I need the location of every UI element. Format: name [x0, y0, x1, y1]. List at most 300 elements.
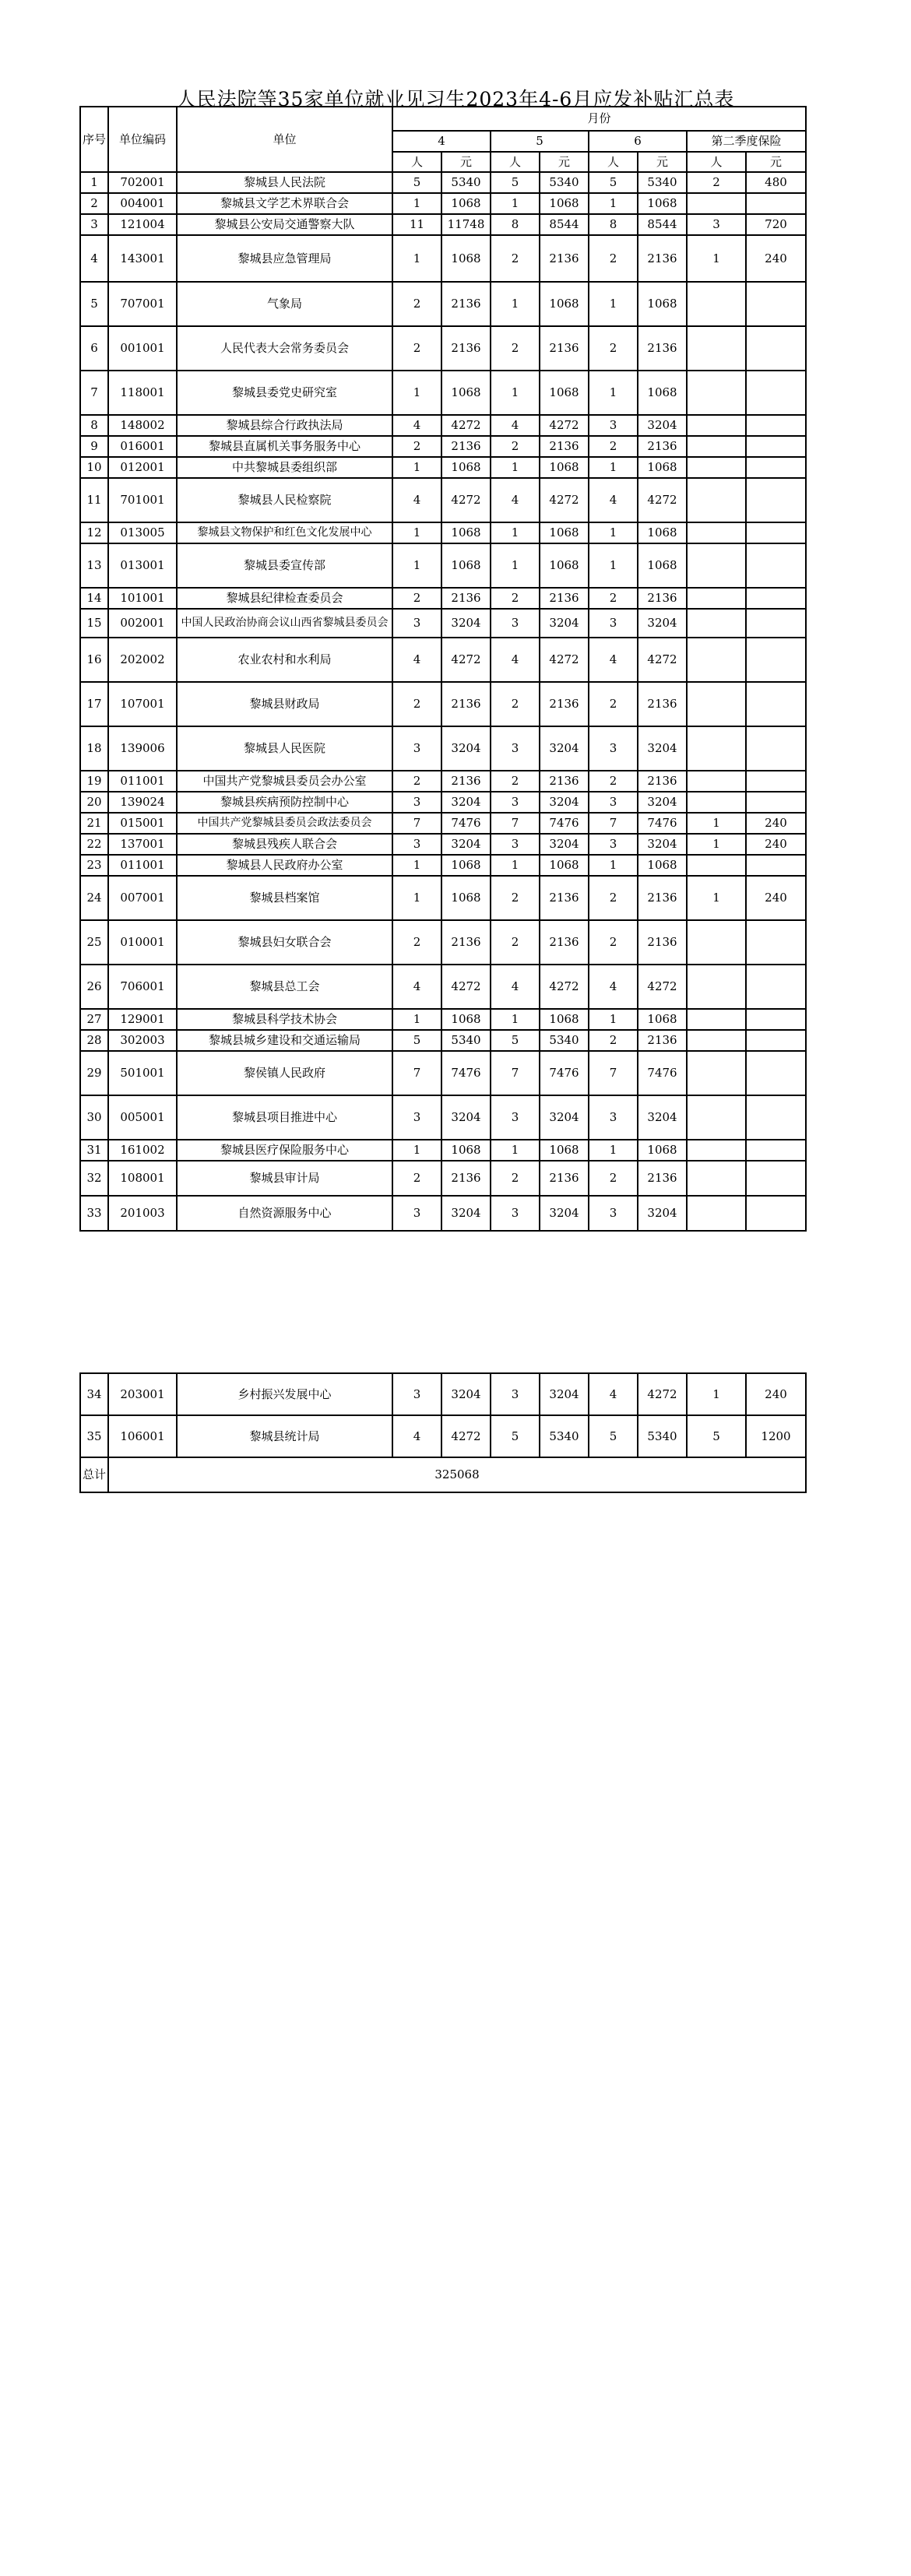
- april-persons: 1: [392, 876, 441, 920]
- row-seq: 23: [80, 855, 108, 876]
- april-persons: 1: [392, 855, 441, 876]
- header-person: 人: [491, 152, 540, 172]
- unit-name: 黎城县残疾人联合会: [177, 834, 392, 855]
- insurance-persons: [687, 457, 746, 478]
- june-persons: 1: [589, 1140, 638, 1161]
- insurance-amount: [746, 522, 806, 543]
- insurance-persons: [687, 1196, 746, 1231]
- unit-code: 108001: [108, 1161, 177, 1196]
- table-row: [80, 172, 806, 193]
- june-amount: 8544: [638, 214, 687, 235]
- unit-code: 016001: [108, 436, 177, 457]
- insurance-persons: [687, 478, 746, 522]
- row-seq: 32: [80, 1161, 108, 1196]
- april-persons: 2: [392, 771, 441, 792]
- april-amount: 1068: [441, 193, 491, 214]
- table-row: [80, 1161, 806, 1196]
- table-row: [80, 1373, 806, 1415]
- unit-name: 中国共产党黎城县委员会办公室: [177, 771, 392, 792]
- insurance-amount: [746, 920, 806, 965]
- june-amount: 3204: [638, 792, 687, 813]
- may-persons: 5: [491, 1030, 540, 1051]
- may-amount: 2136: [540, 1161, 589, 1196]
- insurance-amount: [746, 1051, 806, 1095]
- may-persons: 1: [491, 193, 540, 214]
- row-seq: 13: [80, 543, 108, 588]
- june-amount: 2136: [638, 326, 687, 371]
- april-amount: 4272: [441, 1415, 491, 1457]
- unit-code: 012001: [108, 457, 177, 478]
- june-persons: 1: [589, 543, 638, 588]
- june-amount: 3204: [638, 609, 687, 638]
- june-amount: 2136: [638, 235, 687, 282]
- table-row: [80, 235, 806, 282]
- unit-code: 013005: [108, 522, 177, 543]
- may-amount: 2136: [540, 682, 589, 726]
- april-amount: 3204: [441, 834, 491, 855]
- unit-code: 139024: [108, 792, 177, 813]
- unit-code: 011001: [108, 855, 177, 876]
- table-row: [80, 371, 806, 415]
- april-amount: 3204: [441, 726, 491, 771]
- insurance-amount: [746, 282, 806, 326]
- may-persons: 1: [491, 543, 540, 588]
- unit-name: 黎侯镇人民政府: [177, 1051, 392, 1095]
- unit-code: 201003: [108, 1196, 177, 1231]
- table-row: [80, 193, 806, 214]
- unit-name: 黎城县公安局交通警察大队: [177, 214, 392, 235]
- header-month-group: 月份: [392, 107, 806, 131]
- row-seq: 31: [80, 1140, 108, 1161]
- header-person: 人: [589, 152, 638, 172]
- row-seq: 25: [80, 920, 108, 965]
- table-row: [80, 1415, 806, 1457]
- april-persons: 3: [392, 609, 441, 638]
- june-persons: 1: [589, 855, 638, 876]
- insurance-amount: [746, 457, 806, 478]
- april-persons: 1: [392, 371, 441, 415]
- june-amount: 2136: [638, 876, 687, 920]
- unit-code: 001001: [108, 326, 177, 371]
- june-persons: 3: [589, 415, 638, 436]
- table-row: [80, 415, 806, 436]
- june-persons: 2: [589, 326, 638, 371]
- may-persons: 3: [491, 726, 540, 771]
- may-amount: 5340: [540, 1030, 589, 1051]
- unit-name: 黎城县统计局: [177, 1415, 392, 1457]
- unit-name: 黎城县人民医院: [177, 726, 392, 771]
- june-amount: 2136: [638, 920, 687, 965]
- table-row: [80, 214, 806, 235]
- june-amount: 2136: [638, 436, 687, 457]
- may-amount: 2136: [540, 920, 589, 965]
- row-seq: 11: [80, 478, 108, 522]
- april-amount: 7476: [441, 1051, 491, 1095]
- april-persons: 3: [392, 792, 441, 813]
- table-row: [80, 876, 806, 920]
- april-persons: 2: [392, 282, 441, 326]
- june-amount: 5340: [638, 172, 687, 193]
- april-amount: 2136: [441, 682, 491, 726]
- insurance-persons: [687, 1030, 746, 1051]
- insurance-amount: 240: [746, 813, 806, 834]
- may-amount: 2136: [540, 771, 589, 792]
- june-persons: 3: [589, 1196, 638, 1231]
- may-amount: 7476: [540, 813, 589, 834]
- april-amount: 1068: [441, 876, 491, 920]
- unit-code: 005001: [108, 1095, 177, 1140]
- unit-name: 中共黎城县委组织部: [177, 457, 392, 478]
- may-amount: 3204: [540, 1196, 589, 1231]
- april-amount: 5340: [441, 1030, 491, 1051]
- may-amount: 1068: [540, 371, 589, 415]
- insurance-amount: [746, 543, 806, 588]
- table-row: [80, 1095, 806, 1140]
- table-row: [80, 436, 806, 457]
- unit-name: 黎城县文物保护和红色文化发展中心: [177, 522, 392, 543]
- insurance-persons: 1: [687, 876, 746, 920]
- april-persons: 1: [392, 193, 441, 214]
- may-persons: 4: [491, 965, 540, 1009]
- insurance-amount: [746, 965, 806, 1009]
- june-amount: 1068: [638, 543, 687, 588]
- april-persons: 4: [392, 638, 441, 682]
- april-persons: 5: [392, 1030, 441, 1051]
- april-amount: 2136: [441, 1161, 491, 1196]
- unit-name: 黎城县项目推进中心: [177, 1095, 392, 1140]
- june-persons: 7: [589, 1051, 638, 1095]
- may-amount: 4272: [540, 638, 589, 682]
- april-amount: 1068: [441, 522, 491, 543]
- june-amount: 2136: [638, 771, 687, 792]
- unit-name: 黎城县委党史研究室: [177, 371, 392, 415]
- insurance-persons: [687, 726, 746, 771]
- insurance-persons: [687, 855, 746, 876]
- row-seq: 3: [80, 214, 108, 235]
- header-month-6: 6: [589, 131, 687, 152]
- may-persons: 7: [491, 1051, 540, 1095]
- may-persons: 3: [491, 834, 540, 855]
- insurance-amount: [746, 638, 806, 682]
- row-seq: 6: [80, 326, 108, 371]
- header-yuan: 元: [638, 152, 687, 172]
- insurance-amount: [746, 726, 806, 771]
- header-yuan: 元: [540, 152, 589, 172]
- may-amount: 3204: [540, 726, 589, 771]
- april-persons: 11: [392, 214, 441, 235]
- april-amount: 7476: [441, 813, 491, 834]
- insurance-persons: 5: [687, 1415, 746, 1457]
- april-persons: 7: [392, 1051, 441, 1095]
- unit-name: 黎城县档案馆: [177, 876, 392, 920]
- table-row: [80, 588, 806, 609]
- unit-code: 143001: [108, 235, 177, 282]
- insurance-amount: [746, 415, 806, 436]
- header-unit: 单位: [177, 107, 392, 172]
- insurance-amount: 240: [746, 1373, 806, 1415]
- insurance-persons: [687, 609, 746, 638]
- unit-name: 黎城县文学艺术界联合会: [177, 193, 392, 214]
- june-persons: 1: [589, 457, 638, 478]
- may-amount: 4272: [540, 478, 589, 522]
- june-amount: 1068: [638, 855, 687, 876]
- unit-name: 气象局: [177, 282, 392, 326]
- june-persons: 3: [589, 792, 638, 813]
- unit-name: 黎城县综合行政执法局: [177, 415, 392, 436]
- header-row: [80, 107, 806, 131]
- unit-name: 人民代表大会常务委员会: [177, 326, 392, 371]
- june-amount: 7476: [638, 1051, 687, 1095]
- june-persons: 2: [589, 436, 638, 457]
- april-persons: 3: [392, 834, 441, 855]
- may-persons: 1: [491, 522, 540, 543]
- insurance-amount: [746, 792, 806, 813]
- may-amount: 3204: [540, 609, 589, 638]
- page-title: 人民法院等35家单位就业见习生2023年4-6月应发补贴汇总表: [176, 88, 735, 111]
- table-row: [80, 609, 806, 638]
- row-seq: 5: [80, 282, 108, 326]
- april-persons: 2: [392, 326, 441, 371]
- unit-name: 黎城县医疗保险服务中心: [177, 1140, 392, 1161]
- june-persons: 3: [589, 726, 638, 771]
- unit-code: 202002: [108, 638, 177, 682]
- june-amount: 1068: [638, 282, 687, 326]
- unit-code: 121004: [108, 214, 177, 235]
- june-persons: 1: [589, 1009, 638, 1030]
- insurance-amount: [746, 1161, 806, 1196]
- row-seq: 12: [80, 522, 108, 543]
- april-persons: 3: [392, 1095, 441, 1140]
- april-amount: 1068: [441, 543, 491, 588]
- may-persons: 4: [491, 478, 540, 522]
- total-row: [80, 1457, 806, 1492]
- unit-name: 黎城县直属机关事务服务中心: [177, 436, 392, 457]
- june-persons: 2: [589, 920, 638, 965]
- row-seq: 14: [80, 588, 108, 609]
- april-amount: 5340: [441, 172, 491, 193]
- table-row: [80, 1009, 806, 1030]
- row-seq: 33: [80, 1196, 108, 1231]
- total-label: 总计: [80, 1457, 108, 1492]
- table-row: [80, 792, 806, 813]
- insurance-persons: [687, 282, 746, 326]
- april-amount: 1068: [441, 371, 491, 415]
- insurance-persons: 2: [687, 172, 746, 193]
- april-amount: 4272: [441, 478, 491, 522]
- row-seq: 28: [80, 1030, 108, 1051]
- insurance-persons: [687, 1009, 746, 1030]
- unit-code: 501001: [108, 1051, 177, 1095]
- may-persons: 1: [491, 457, 540, 478]
- may-amount: 5340: [540, 1415, 589, 1457]
- unit-name: 黎城县审计局: [177, 1161, 392, 1196]
- insurance-amount: [746, 193, 806, 214]
- table-row: [80, 1051, 806, 1095]
- insurance-amount: [746, 1196, 806, 1231]
- unit-name: 中国人民政治协商会议山西省黎城县委员会: [177, 609, 392, 638]
- insurance-amount: 480: [746, 172, 806, 193]
- insurance-persons: 3: [687, 214, 746, 235]
- unit-code: 129001: [108, 1009, 177, 1030]
- unit-name: 乡村振兴发展中心: [177, 1373, 392, 1415]
- may-amount: 3204: [540, 834, 589, 855]
- may-persons: 1: [491, 1140, 540, 1161]
- unit-name: 黎城县科学技术协会: [177, 1009, 392, 1030]
- june-persons: 8: [589, 214, 638, 235]
- table-row: [80, 1030, 806, 1051]
- header-month-5: 5: [491, 131, 589, 152]
- unit-code: 137001: [108, 834, 177, 855]
- insurance-persons: [687, 522, 746, 543]
- insurance-persons: [687, 792, 746, 813]
- row-seq: 26: [80, 965, 108, 1009]
- row-seq: 17: [80, 682, 108, 726]
- table-row: [80, 965, 806, 1009]
- unit-code: 302003: [108, 1030, 177, 1051]
- unit-code: 007001: [108, 876, 177, 920]
- june-persons: 1: [589, 282, 638, 326]
- unit-name: 黎城县妇女联合会: [177, 920, 392, 965]
- header-code: 单位编码: [108, 107, 177, 172]
- may-persons: 4: [491, 638, 540, 682]
- table-row: [80, 855, 806, 876]
- unit-code: 101001: [108, 588, 177, 609]
- may-amount: 1068: [540, 855, 589, 876]
- april-persons: 2: [392, 436, 441, 457]
- june-amount: 3204: [638, 415, 687, 436]
- april-amount: 11748: [441, 214, 491, 235]
- table-row: [80, 1140, 806, 1161]
- table-row: [80, 478, 806, 522]
- total-value: 325068: [108, 1457, 806, 1492]
- unit-code: 004001: [108, 193, 177, 214]
- may-persons: 3: [491, 1095, 540, 1140]
- unit-name: 黎城县城乡建设和交通运输局: [177, 1030, 392, 1051]
- insurance-persons: [687, 193, 746, 214]
- header-person: 人: [392, 152, 441, 172]
- april-persons: 4: [392, 478, 441, 522]
- may-persons: 2: [491, 588, 540, 609]
- june-amount: 4272: [638, 965, 687, 1009]
- insurance-persons: [687, 771, 746, 792]
- june-amount: 4272: [638, 478, 687, 522]
- may-persons: 1: [491, 1009, 540, 1030]
- row-seq: 30: [80, 1095, 108, 1140]
- unit-name: 黎城县纪律检查委员会: [177, 588, 392, 609]
- may-amount: 5340: [540, 172, 589, 193]
- may-persons: 1: [491, 371, 540, 415]
- june-persons: 4: [589, 638, 638, 682]
- may-amount: 1068: [540, 282, 589, 326]
- unit-code: 106001: [108, 1415, 177, 1457]
- april-persons: 1: [392, 543, 441, 588]
- insurance-amount: [746, 771, 806, 792]
- june-persons: 2: [589, 682, 638, 726]
- unit-name: 黎城县人民检察院: [177, 478, 392, 522]
- insurance-persons: [687, 920, 746, 965]
- table-row: [80, 522, 806, 543]
- table-row: [80, 682, 806, 726]
- april-persons: 3: [392, 726, 441, 771]
- may-amount: 2136: [540, 876, 589, 920]
- insurance-persons: [687, 415, 746, 436]
- row-seq: 2: [80, 193, 108, 214]
- june-amount: 2136: [638, 1030, 687, 1051]
- june-amount: 2136: [638, 682, 687, 726]
- insurance-persons: [687, 371, 746, 415]
- insurance-persons: [687, 1051, 746, 1095]
- insurance-amount: 240: [746, 876, 806, 920]
- may-persons: 3: [491, 1196, 540, 1231]
- june-persons: 2: [589, 1161, 638, 1196]
- may-amount: 1068: [540, 193, 589, 214]
- june-amount: 3204: [638, 834, 687, 855]
- june-persons: 2: [589, 771, 638, 792]
- june-amount: 3204: [638, 726, 687, 771]
- table-row: [80, 834, 806, 855]
- insurance-amount: [746, 436, 806, 457]
- june-amount: 1068: [638, 371, 687, 415]
- row-seq: 8: [80, 415, 108, 436]
- table-row: [80, 457, 806, 478]
- subsidy-summary-table-continued: [79, 1372, 807, 1493]
- june-persons: 2: [589, 876, 638, 920]
- insurance-persons: 1: [687, 813, 746, 834]
- may-amount: 2136: [540, 326, 589, 371]
- may-persons: 2: [491, 235, 540, 282]
- may-amount: 4272: [540, 965, 589, 1009]
- row-seq: 1: [80, 172, 108, 193]
- insurance-persons: [687, 638, 746, 682]
- header-person: 人: [687, 152, 746, 172]
- april-amount: 1068: [441, 1140, 491, 1161]
- unit-code: 702001: [108, 172, 177, 193]
- unit-name: 黎城县疾病预防控制中心: [177, 792, 392, 813]
- insurance-amount: [746, 1095, 806, 1140]
- june-amount: 5340: [638, 1415, 687, 1457]
- may-amount: 1068: [540, 1009, 589, 1030]
- may-persons: 5: [491, 1415, 540, 1457]
- row-seq: 29: [80, 1051, 108, 1095]
- unit-code: 107001: [108, 682, 177, 726]
- insurance-persons: [687, 965, 746, 1009]
- april-persons: 4: [392, 1415, 441, 1457]
- june-amount: 4272: [638, 1373, 687, 1415]
- row-seq: 20: [80, 792, 108, 813]
- may-persons: 2: [491, 920, 540, 965]
- row-seq: 19: [80, 771, 108, 792]
- june-persons: 1: [589, 371, 638, 415]
- insurance-amount: [746, 478, 806, 522]
- insurance-amount: [746, 588, 806, 609]
- april-amount: 3204: [441, 1095, 491, 1140]
- june-persons: 4: [589, 478, 638, 522]
- june-amount: 1068: [638, 193, 687, 214]
- june-persons: 1: [589, 522, 638, 543]
- row-seq: 16: [80, 638, 108, 682]
- header-seq: 序号: [80, 107, 108, 172]
- insurance-persons: 1: [687, 235, 746, 282]
- may-persons: 2: [491, 1161, 540, 1196]
- row-seq: 7: [80, 371, 108, 415]
- april-amount: 3204: [441, 1373, 491, 1415]
- subsidy-summary-table: [79, 106, 807, 1232]
- insurance-amount: 240: [746, 235, 806, 282]
- insurance-amount: 720: [746, 214, 806, 235]
- row-seq: 34: [80, 1373, 108, 1415]
- table-row: [80, 638, 806, 682]
- may-amount: 1068: [540, 1140, 589, 1161]
